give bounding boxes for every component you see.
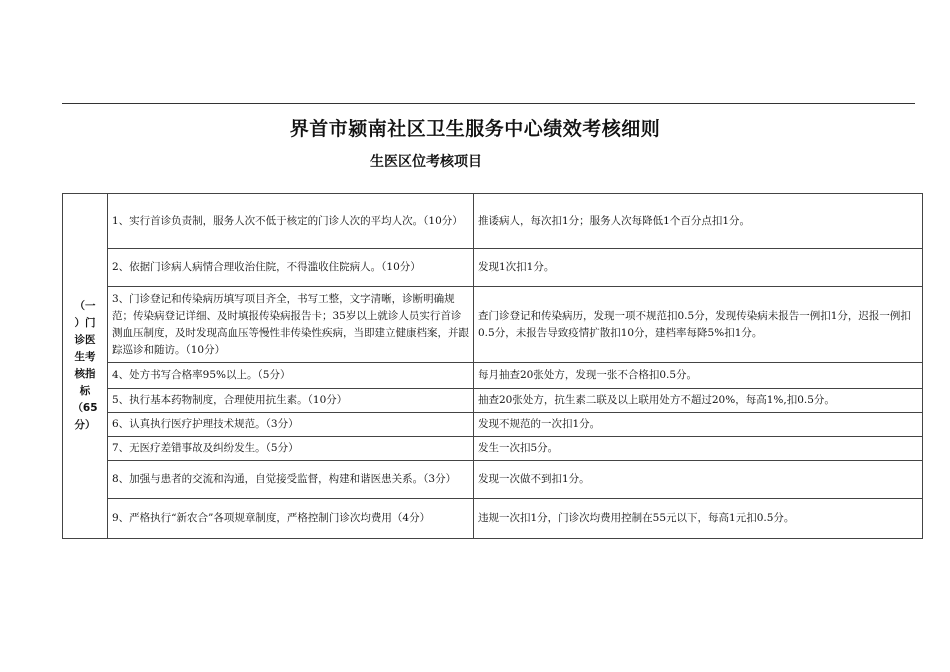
requirement-cell: 5、执行基本药物制度，合理使用抗生素。（10分） bbox=[108, 389, 474, 413]
requirement-cell: 3、门诊登记和传染病历填写项目齐全，书写工整，文字清晰，诊断明确规范；传染病登记详细、及时填报传染病报告卡；35岁以上就诊人员实行首诊测血压制度，及时发现高血压等慢性非传染性疾病，当即建立健康档案，并跟踪巡诊和随访。（10分） bbox=[108, 287, 474, 363]
document-title: 界首市颍南社区卫生服务中心绩效考核细则 bbox=[289, 118, 661, 140]
table-row bbox=[63, 389, 923, 413]
rule-cell: 发生一次扣5分。 bbox=[474, 437, 923, 461]
requirement-cell: 8、加强与患者的交流和沟通，自觉接受监督，构建和谐医患关系。（3分） bbox=[108, 461, 474, 499]
table-row bbox=[63, 461, 923, 499]
rule-cell: 抽查20张处方，抗生素二联及以上联用处方不超过20%，每高1%,扣0.5分。 bbox=[474, 389, 923, 413]
rule-cell: 每月抽查20张处方，发现一张不合格扣0.5分。 bbox=[474, 363, 923, 389]
table-row bbox=[63, 413, 923, 437]
requirement-cell: 7、无医疗差错事故及纠纷发生。（5分） bbox=[108, 437, 474, 461]
rule-cell: 违规一次扣1分，门诊次均费用控制在55元以下，每高1元扣0.5分。 bbox=[474, 499, 923, 539]
requirement-cell: 1、实行首诊负责制，服务人次不低于核定的门诊人次的平均人次。（10分） bbox=[108, 194, 474, 249]
table-row bbox=[63, 287, 923, 363]
requirement-cell: 2、依据门诊病人病情合理收治住院，不得滥收住院病人。（10分） bbox=[108, 249, 474, 287]
rule-cell: 推诿病人，每次扣1分；服务人次每降低1个百分点扣1分。 bbox=[474, 194, 923, 249]
table-row bbox=[63, 194, 923, 249]
category-label: （一 ）门 诊医 生考 核指 标 （65 分） bbox=[72, 300, 98, 431]
top-rule bbox=[62, 103, 915, 104]
rule-cell: 发现不规范的一次扣1分。 bbox=[474, 413, 923, 437]
rule-cell: 发现一次做不到扣1分。 bbox=[474, 461, 923, 499]
table-row bbox=[63, 499, 923, 539]
requirement-cell: 6、认真执行医疗护理技术规范。（3分） bbox=[108, 413, 474, 437]
rule-cell: 发现1次扣1分。 bbox=[474, 249, 923, 287]
table-row bbox=[63, 437, 923, 461]
category-cell bbox=[63, 194, 108, 539]
document-subtitle: 生医区位考核项目 bbox=[370, 154, 482, 170]
rule-cell: 查门诊登记和传染病历，发现一项不规范扣0.5分，发现传染病未报告一例扣1分，迟报一例扣0.5分，未报告导致疫情扩散扣10分，建档率每降5%扣1分。 bbox=[474, 287, 923, 363]
table-row bbox=[63, 363, 923, 389]
table-row bbox=[63, 249, 923, 287]
requirement-cell: 9、严格执行“新农合”各项规章制度，严格控制门诊次均费用（4分） bbox=[108, 499, 474, 539]
assessment-table bbox=[62, 193, 923, 539]
requirement-cell: 4、处方书写合格率95%以上。（5分） bbox=[108, 363, 474, 389]
